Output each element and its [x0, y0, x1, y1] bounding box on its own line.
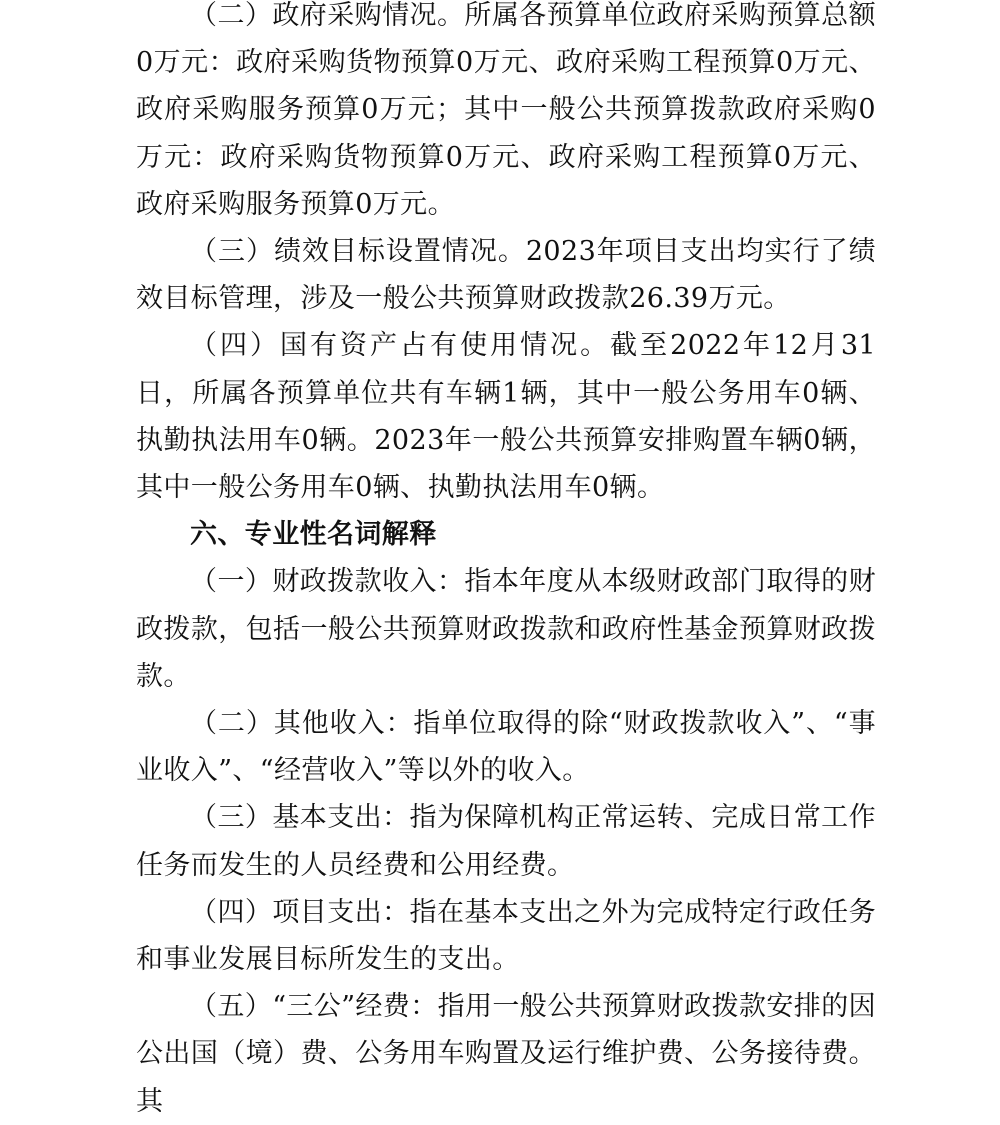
paragraph-heading: （四）国有资产占有使用情况。 [190, 330, 611, 362]
term-definition: 指为保障机构正常运转、完成日常工作任务而发生的人员经费和公用经费。 [136, 802, 876, 881]
term-heading: （二）其他收入： [190, 708, 414, 740]
paragraph-text: 所属各预算单位政府采购预算总额0万元：政府采购货物预算0万元、政府采购工程预算0万元、政府采购服务预算0万元；其中一般公共预算拨款政府采购0万元：政府采购货物预算0万元、政府采购工程预算0万元、政府采购服务预算0万元。 [136, 0, 877, 220]
term-other-income [136, 700, 876, 794]
paragraph-state-assets [136, 322, 876, 511]
term-heading: （五）“三公”经费： [190, 991, 438, 1023]
term-three-public-expenses [136, 983, 876, 1125]
term-definition: 指本年度从本级财政部门取得的财政拨款，包括一般公共预算财政拨款和政府性基金预算财政拨款。 [136, 566, 877, 692]
section-heading: 六、专业性名词解释 [190, 519, 437, 551]
term-heading: （三）基本支出： [190, 802, 410, 834]
term-project-expenditure [136, 889, 876, 983]
paragraph-text: 截至2022年12月31日，所属各预算单位共有车辆1辆，其中一般公务用车0辆、执勤执法用车0辆。2023年一般公共预算安排购置车辆0辆，其中一般公务用车0辆、执勤执法用车0辆。 [136, 330, 876, 504]
document-body [136, 0, 876, 1125]
term-heading: （一）财政拨款收入： [190, 566, 465, 598]
term-fiscal-appropriation-income [136, 558, 876, 700]
term-basic-expenditure [136, 794, 876, 888]
paragraph-performance-targets [136, 228, 876, 322]
term-heading: （四）项目支出： [190, 896, 410, 928]
paragraph-heading: （三）绩效目标设置情况。 [190, 236, 526, 268]
paragraph-government-procurement [136, 0, 876, 228]
paragraph-heading: （二）政府采购情况。 [190, 0, 465, 31]
term-definition: 指在基本支出之外为完成特定行政任务和事业发展目标所发生的支出。 [136, 896, 876, 976]
term-definition: 指单位取得的除“财政拨款收入”、“事业收入”、“经营收入”等以外的收入。 [136, 708, 876, 787]
paragraph-text: 2023年项目支出均实行了绩效目标管理，涉及一般公共预算财政拨款26.39万元。 [136, 236, 876, 315]
term-definition: 指用一般公共预算财政拨款安排的因公出国（境）费、公务用车购置及运行维护费、公务接待费。其 [136, 991, 877, 1117]
